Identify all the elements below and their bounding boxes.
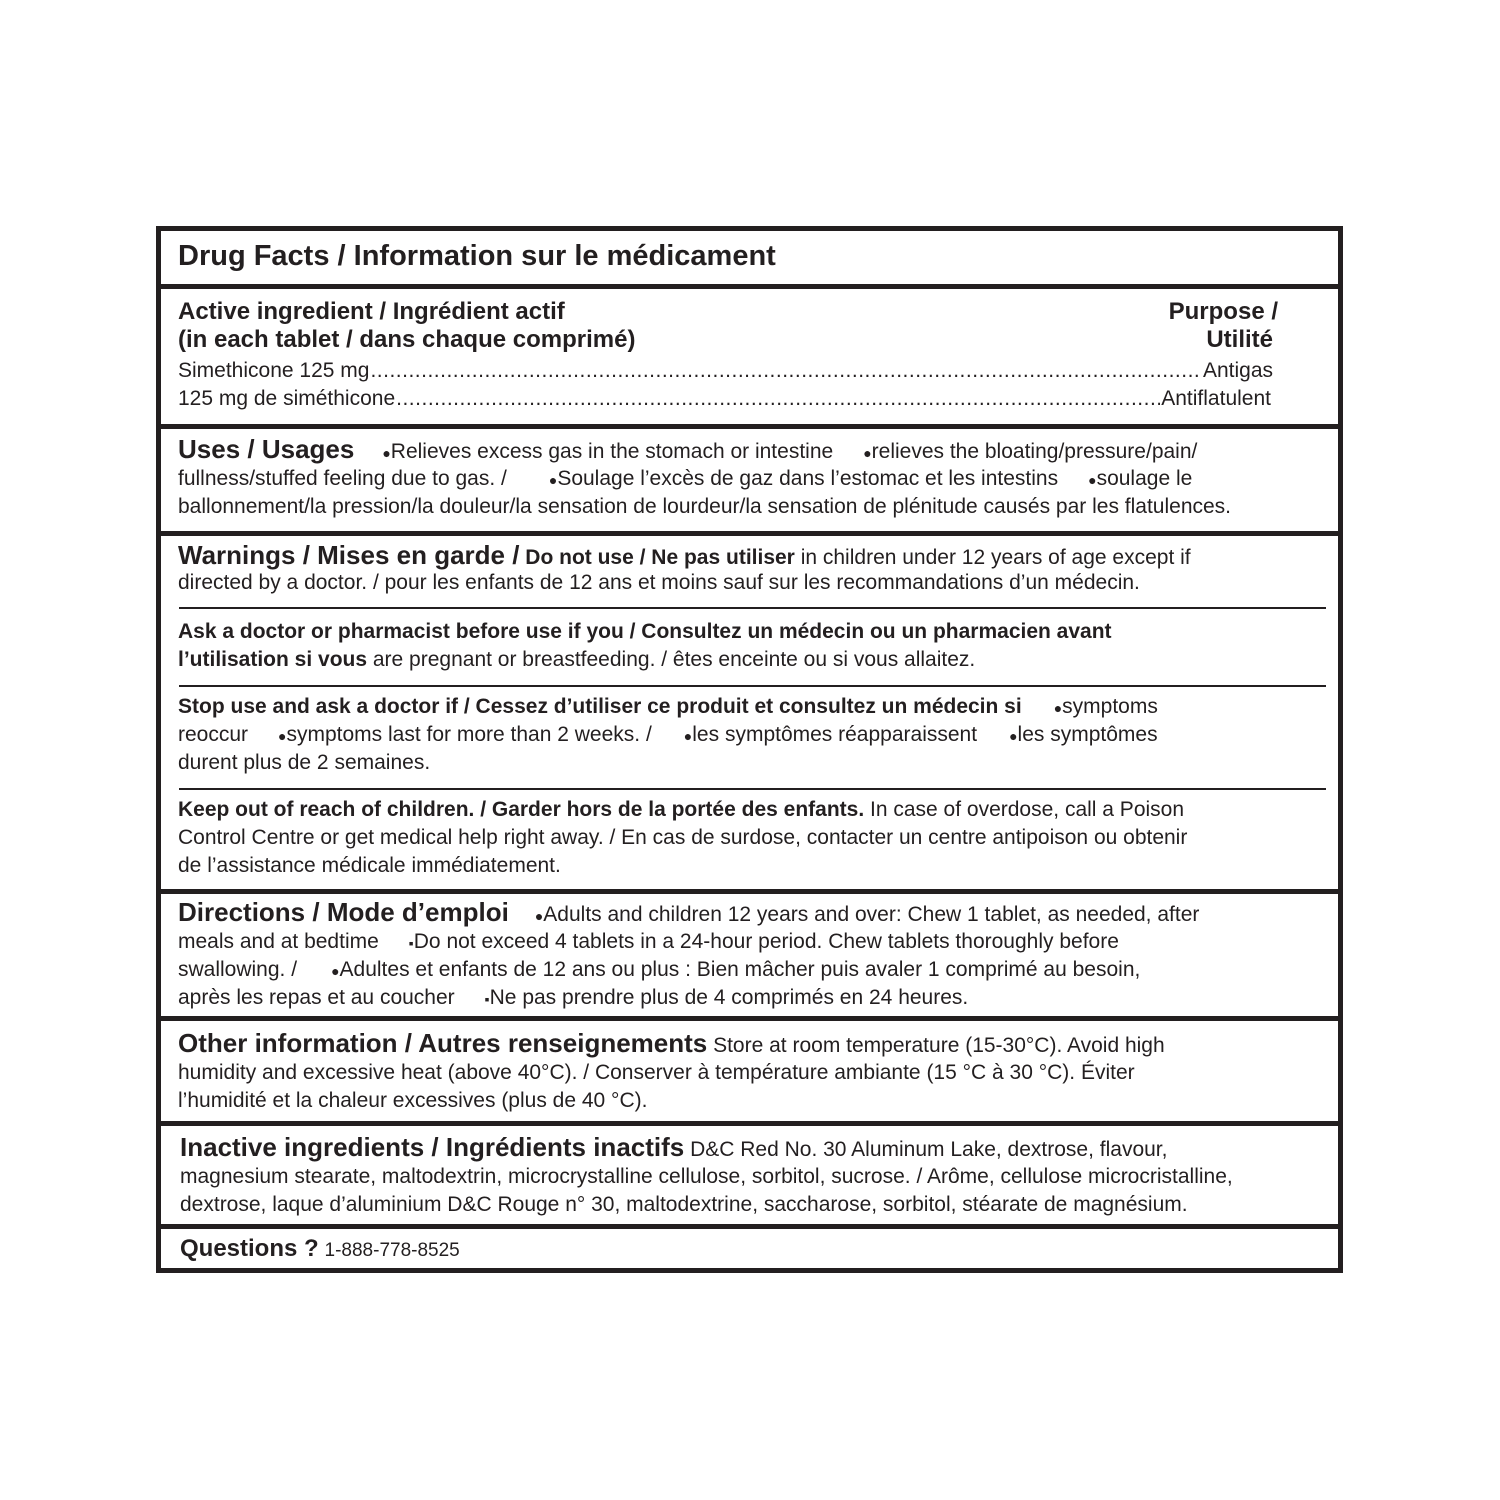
keep-out-line-1 xyxy=(178,796,1324,824)
uses-text: relieves the bloating/pressure/pain/ xyxy=(871,440,1198,463)
stop-use-text: les symptômes réapparaissent xyxy=(692,723,978,746)
stop-use-text: symptoms last for more than 2 weeks. / xyxy=(286,723,652,746)
purpose-subheading: Utilité xyxy=(1206,326,1273,353)
uses-text: Relieves excess gas in the stomach or intestine xyxy=(390,440,834,463)
bullet-icon: ● xyxy=(1088,472,1097,488)
directions-text: meals and at bedtime xyxy=(178,930,379,953)
warnings-line-2: directed by a doctor. / pour les enfants de 12 ans et moins sauf sur les recommandations d’un médecin. xyxy=(178,571,1140,594)
warnings-line-1 xyxy=(178,541,1324,572)
directions-line-3 xyxy=(178,956,1324,985)
keep-out-text: In case of overdose, call a Poison xyxy=(870,798,1185,821)
questions-line xyxy=(180,1235,1324,1265)
uses-line-3: ballonnement/la pression/la douleur/la sensation de lourdeur/la sensation de plénitude causés par les flatulences. xyxy=(178,495,1232,518)
inactive-line-3: dextrose, laque d’aluminium D&C Rouge n° 30, maltodextrine, saccharose, sorbitol, stéarate de magnésium. xyxy=(180,1193,1188,1216)
directions-text: Do not exceed 4 tablets in a 24-hour period. Chew tablets thoroughly before xyxy=(413,930,1119,953)
subsection-divider xyxy=(179,685,1326,687)
other-info-line-1 xyxy=(178,1029,1324,1060)
stop-use-line-1 xyxy=(178,693,1324,722)
directions-line-4 xyxy=(178,984,1324,1013)
ask-doctor-text: are pregnant or breastfeeding. / êtes enceinte ou si vous allaitez. xyxy=(372,648,976,671)
stop-use-text: reoccur xyxy=(178,723,249,746)
inactive-line-1 xyxy=(180,1133,1324,1164)
warnings-text: in children under 12 years of age except if xyxy=(800,546,1191,569)
directions-heading: Directions / Mode d’emploi xyxy=(178,897,509,927)
questions-phone: 1-888-778-8525 xyxy=(324,1240,460,1261)
directions-text: Adults and children 12 years and over: Chew 1 tablet, as needed, after xyxy=(543,903,1200,926)
inactive-line-2: magnesium stearate, maltodextrin, microcrystalline cellulose, sorbitol, sucrose. / Arôme, cellulose microcristalline, xyxy=(180,1165,1233,1188)
other-info-heading: Other information / Autres renseignements xyxy=(178,1028,708,1058)
active-ingredient-heading: Active ingredient / Ingrédient actif xyxy=(178,298,565,325)
square-bullet-icon: ▪ xyxy=(408,935,414,951)
keep-out-line-2: Control Centre or get medical help right away. / En cas de surdose, contacter un centre antipoison ou obtenir xyxy=(178,826,1188,849)
other-info-line-2: humidity and excessive heat (above 40°C). / Conserver à température ambiante (15 °C à 30 °C). Éviter xyxy=(178,1061,1135,1084)
stop-use-line-3: durent plus de 2 semaines. xyxy=(178,751,431,774)
directions-text: Ne pas prendre plus de 4 comprimés en 24 heures. xyxy=(489,986,969,1009)
drug-facts-title: Drug Facts / Information sur le médicament xyxy=(178,240,776,272)
ingredient-purpose: Antiflatulent xyxy=(1161,387,1271,410)
bullet-icon: ● xyxy=(1009,728,1018,744)
bullet-icon: ● xyxy=(1053,700,1063,716)
uses-text: Soulage l’excès de gaz dans l’estomac et les intestins xyxy=(557,467,1059,490)
section-divider xyxy=(161,1224,1338,1229)
stop-use-text: symptoms xyxy=(1062,695,1158,718)
ingredient-name: 125 mg de siméthicone xyxy=(178,387,396,410)
uses-line-2 xyxy=(178,465,1324,494)
section-divider xyxy=(161,1121,1338,1126)
stop-use-heading: Stop use and ask a doctor if / Cessez d’utiliser ce produit et consultez un médecin si xyxy=(178,695,1022,718)
stop-use-line-2 xyxy=(178,721,1324,750)
active-ingredient-subheading: (in each tablet / dans chaque comprimé) xyxy=(178,326,636,353)
bullet-icon: ● xyxy=(278,728,287,744)
ask-doctor-heading: Ask a doctor or pharmacist before use if you / Consultez un médecin ou un pharmacien avant xyxy=(178,620,1112,643)
ingredient-purpose: Antigas xyxy=(1202,359,1273,382)
bullet-icon: ● xyxy=(534,908,544,924)
keep-out-line-3: de l’assistance médicale immédiatement. xyxy=(178,854,561,877)
ask-doctor-line-2 xyxy=(178,646,1324,674)
warnings-heading: Warnings / Mises en garde / xyxy=(178,540,520,570)
other-info-line-3: l’humidité et la chaleur excessives (plus de 40 °C). xyxy=(178,1089,648,1112)
uses-line-1 xyxy=(178,435,1324,467)
directions-line-1 xyxy=(178,898,1324,930)
ingredient-name: Simethicone 125 mg xyxy=(178,359,370,382)
ask-doctor-label: l’utilisation si vous xyxy=(178,648,368,671)
section-divider xyxy=(161,889,1338,894)
questions-heading: Questions ? xyxy=(180,1235,319,1262)
section-divider xyxy=(161,531,1338,536)
directions-text: après les repas et au coucher xyxy=(178,986,455,1009)
section-divider xyxy=(161,284,1338,289)
do-not-use-label: Do not use / Ne pas utiliser xyxy=(525,546,795,569)
directions-text: swallowing. / xyxy=(178,958,298,981)
dot-leader xyxy=(396,385,1160,413)
inactive-heading: Inactive ingredients / Ingrédients inactifs xyxy=(180,1132,685,1162)
inactive-text: D&C Red No. 30 Aluminum Lake, dextrose, flavour, xyxy=(690,1138,1168,1161)
bullet-icon: ● xyxy=(548,472,558,488)
subsection-divider xyxy=(179,788,1326,790)
directions-text: Adultes et enfants de 12 ans ou plus : Bien mâcher puis avaler 1 comprimé au besoin, xyxy=(339,958,1141,981)
section-divider xyxy=(161,1016,1338,1021)
bullet-icon: ● xyxy=(683,728,693,744)
dot-leader xyxy=(370,357,1202,385)
subsection-divider xyxy=(179,607,1326,609)
uses-text: fullness/stuffed feeling due to gas. / xyxy=(178,467,507,490)
bullet-icon: ● xyxy=(863,445,872,461)
section-divider xyxy=(161,424,1338,429)
other-info-text: Store at room temperature (15-30°C). Avoid high xyxy=(713,1034,1165,1057)
active-row xyxy=(178,385,1271,413)
drug-facts-panel xyxy=(156,226,1343,1273)
bullet-icon: ● xyxy=(382,445,391,461)
directions-line-2 xyxy=(178,928,1324,957)
uses-heading: Uses / Usages xyxy=(178,434,355,464)
active-row xyxy=(178,357,1273,385)
keep-out-heading: Keep out of reach of children. / Garder hors de la portée des enfants. xyxy=(178,798,865,821)
square-bullet-icon: ▪ xyxy=(484,991,490,1007)
purpose-heading: Purpose / xyxy=(1168,298,1278,325)
uses-text: soulage le xyxy=(1096,467,1193,490)
bullet-icon: ● xyxy=(331,963,340,979)
stop-use-text: les symptômes xyxy=(1017,723,1158,746)
